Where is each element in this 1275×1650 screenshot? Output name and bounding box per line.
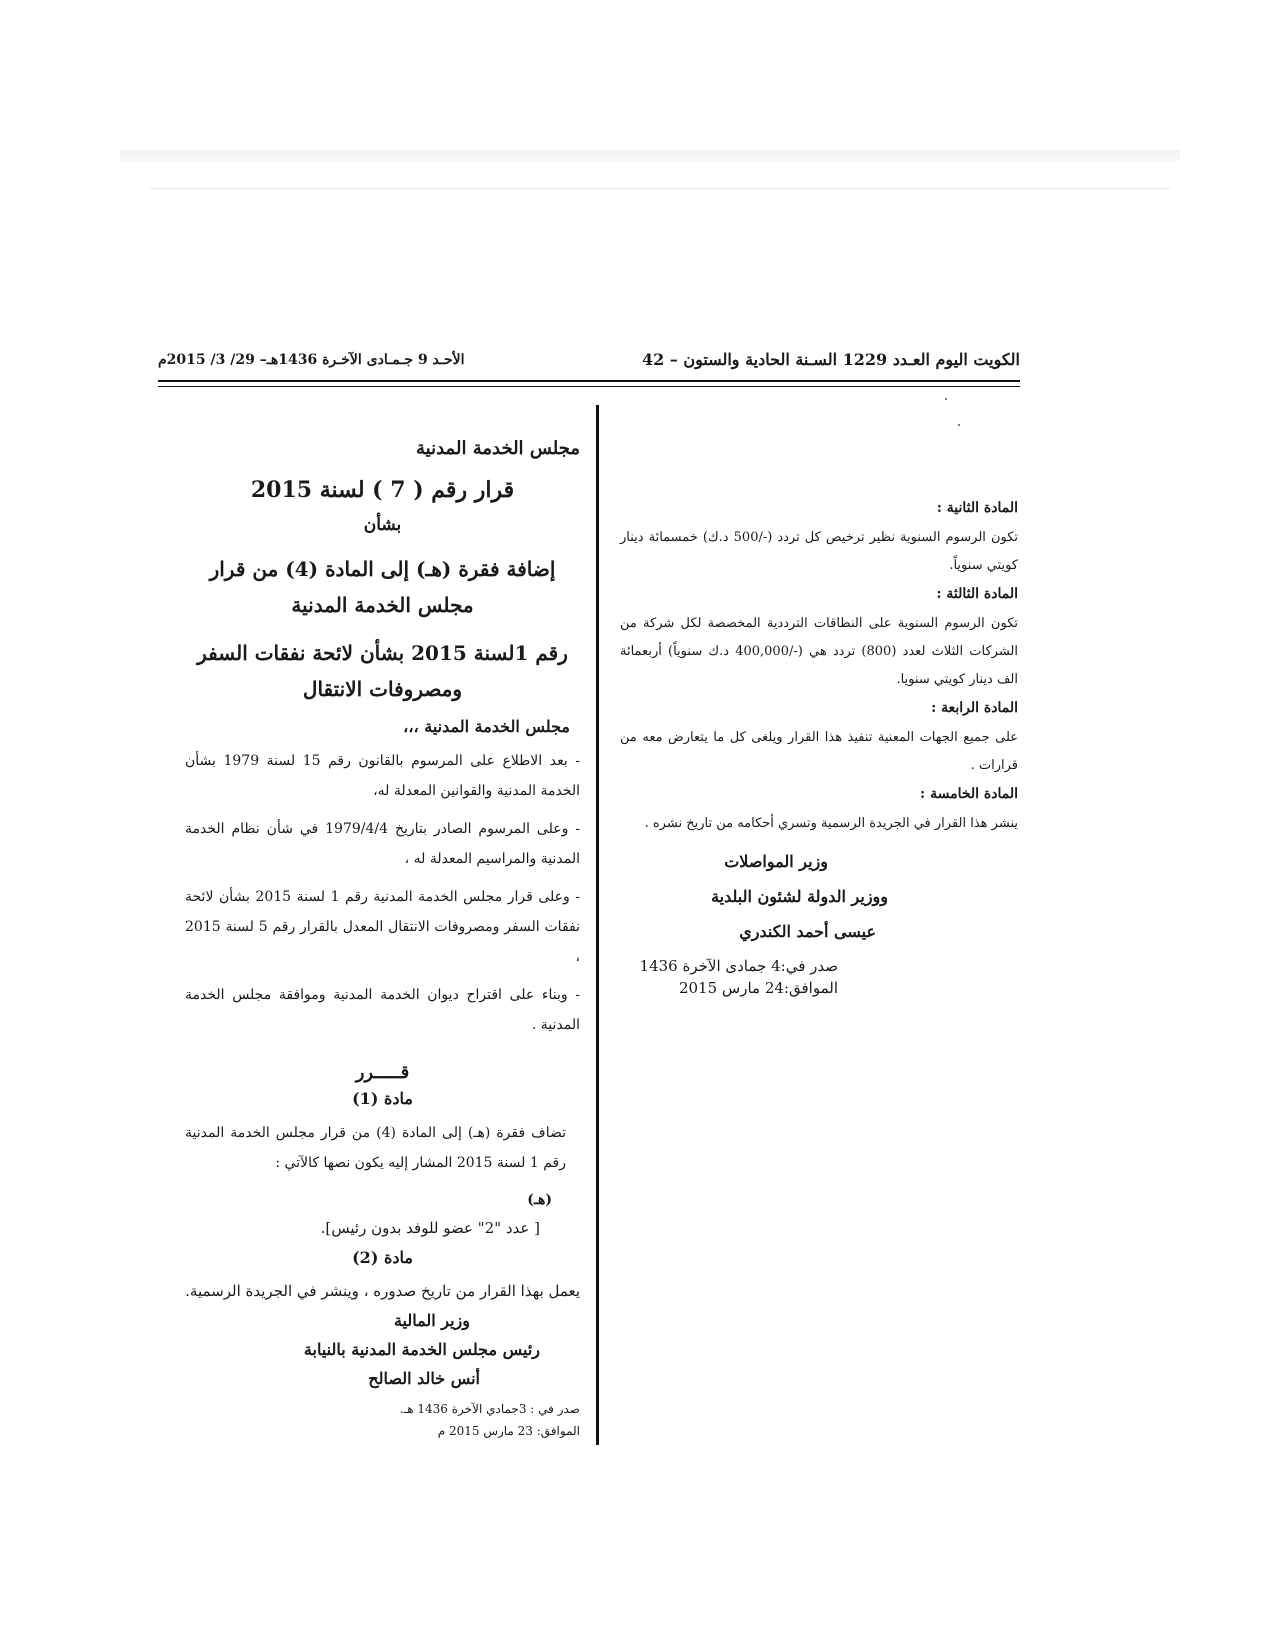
issued-hijri: صدر في:4 جمادى الآخرة 1436 [639, 957, 838, 975]
signature-title-2: رئيس مجلس الخدمة المدنية بالنيابة [303, 1340, 540, 1359]
left-column [185, 438, 580, 1442]
page-header [158, 350, 1020, 380]
article-fifth-text: ينشر هذا القرار في الجريدة الرسمية وتسري أحكامه من تاريخ نشره . [644, 816, 1018, 831]
preamble-item: - بعد الاطلاع على المرسوم بالقانون رقم 15 لسنة 1979 بشأن الخدمة المدنية والقوانين المعدلة له، [185, 753, 580, 799]
decree-subject-2: رقم 1لسنة 2015 بشأن لائحة نفقات السفر ومصروفات الانتقال [197, 641, 568, 701]
preamble-item: - وعلى قرار مجلس الخدمة المدنية رقم 1 لسنة 2015 بشأن لائحة نفقات السفر ومصروفات الانتقال المعدل بالقرار رقم 5 لسنة 2015 ، [185, 889, 581, 965]
article-fourth-text: على جميع الجهات المعنية تنفيذ هذا القرار ويلغى كل ما يتعارض معه من قرارات . [620, 730, 1018, 773]
header-rule-thick [158, 380, 1020, 382]
issued-gregorian: الموافق: 23 مارس 2015 م [437, 1424, 580, 1438]
scan-line [150, 188, 1170, 189]
issued-hijri: صدر في : 3جمادي الآخرة 1436 هـ. [399, 1402, 580, 1416]
about-label: بشأن [363, 515, 402, 535]
article-2-title: مادة (2) [352, 1248, 413, 1267]
article-fifth-title: المادة الخامسة : [920, 786, 1018, 802]
scan-speck [958, 424, 960, 426]
article-1-text: تضاف فقرة (هـ) إلى المادة (4) من قرار مجلس الخدمة المدنية رقم 1 لسنة 2015 المشار إليه يكون نصها كالآتي : [185, 1125, 566, 1171]
signature-name: عيسى أحمد الكندري [739, 922, 876, 941]
scan-shadow [120, 150, 1180, 162]
header-rule-thin [158, 386, 1020, 387]
header-date: الأحـد 9 جـمـادى الآخـرة 1436هـ– 29/ 3/ 2015م [158, 352, 465, 368]
article-second-text: تكون الرسوم السنوية نظير ترخيص كل تردد (-/500 د.ك) خمسمائة دينار كويتي سنوياً. [620, 530, 1019, 573]
article-1-title: مادة (1) [352, 1089, 413, 1108]
signature-title-1: وزير المواصلات [724, 852, 828, 871]
decree-subject-1: إضافة فقرة (هـ) إلى المادة (4) من قرار مجلس الخدمة المدنية [209, 557, 556, 617]
scan-speck [945, 398, 947, 400]
article-2-text: يعمل بهذا القرار من تاريخ صدوره ، وينشر في الجريدة الرسمية. [185, 1282, 580, 1300]
issued-gregorian: الموافق:24 مارس 2015 [678, 979, 838, 997]
column-divider [596, 405, 599, 1445]
article-third-title: المادة الثالثة : [936, 586, 1018, 602]
header-issue-info: الكويت اليوم العـدد 1229 السـنة الحادية والستون – 42 [641, 350, 1020, 369]
council-intro: مجلس الخدمة المدنية ،،، [403, 717, 570, 736]
right-column [620, 500, 1018, 1001]
paragraph-label: (هـ) [527, 1192, 552, 1208]
council-heading: مجلس الخدمة المدنية [416, 438, 580, 459]
article-second-title: المادة الثانية : [936, 500, 1018, 516]
paragraph-text: [ عدد "2" عضو للوفد بدون رئيس]. [320, 1219, 540, 1237]
decided-heading: قـــــرر [355, 1062, 410, 1083]
signature-name: أنس خالد الصالح [368, 1369, 480, 1388]
decree-title: قرار رقم ( 7 ) لسنة 2015 [250, 477, 515, 503]
article-fourth-title: المادة الرابعة : [931, 700, 1018, 716]
signature-title-2: ووزير الدولة لشئون البلدية [711, 887, 888, 906]
article-third-text: تكون الرسوم السنوية على النطاقات الترددية المخصصة لكل شركة من الشركات الثلاث لعدد (800) تردد هي (-/400,000 د.ك سنوياً) أربعمائة الف دينار كويتي سنويا. [620, 616, 1018, 687]
preamble-item: - وبناء على اقتراح ديوان الخدمة المدنية وموافقة مجلس الخدمة المدنية . [185, 987, 580, 1033]
preamble-item: - وعلى المرسوم الصادر بتاريخ 1979/4/4 في شأن نظام الخدمة المدنية والمراسيم المعدلة له ، [185, 821, 580, 867]
signature-title-1: وزير المالية [393, 1311, 470, 1330]
